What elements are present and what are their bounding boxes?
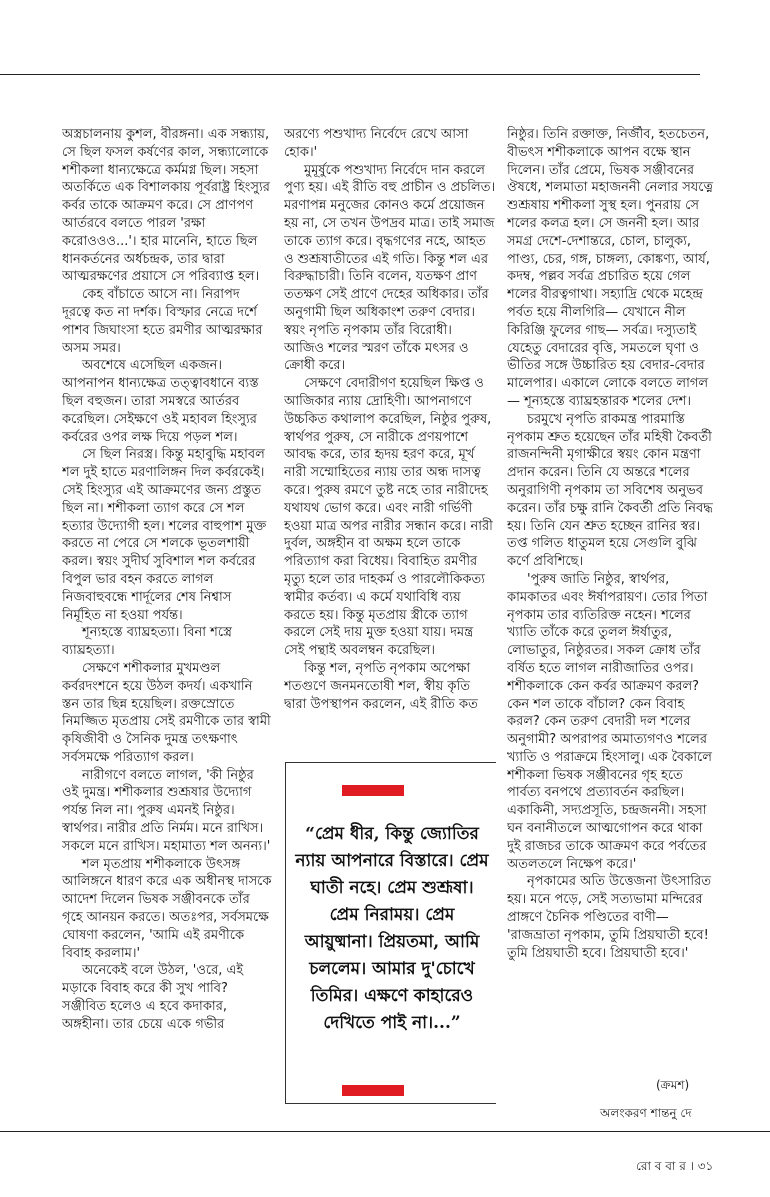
paragraph: শল মৃতপ্রায় শশীকলাকে উৎসঙ্গ আলিঙ্গনে ধারণ করে এক অধীনস্থ দাসকে আদেশ দিলেন ভিষক সঞ্জীবনকে তাঁর গৃহে আনয়ন করতে। অতঃপর, সর্বসমক্ষে ঘোষণা করলেন, 'আমি এই রমণীকে বিবাহ করলাম।' bbox=[62, 856, 272, 961]
paragraph: অস্ত্রচালনায় কুশল, বীরঙ্গনা। এক সন্ধ্যায়, সে ছিল ফসল কর্ষণের কাল, সন্ধ্যালোকে শশীকলা ধান্যক্ষেত্রে কর্মমগ্ন ছিল। সহসা অতর্কিতে এক বিশালকায় পূর্বরাষ্ট্র হিংস্যুর কর্বর তাকে আক্রমণ করে। সে প্রাণপণ আর্তরবে বলতে পারল 'রক্ষা করোওওও...'। হার মানেনি, হাতে ছিল ধানকর্তনের অর্ধচন্দ্রক, তার দ্বারা আত্মরক্ষণের প্রয়াসে সে পরিব্যাপ্ত হল। bbox=[62, 127, 270, 285]
continued-label: (ক্রমশ) bbox=[656, 1078, 690, 1092]
paragraph: সে ছিল নিরস্ত্র। কিন্তু মহাবুদ্ধি মহাবল শল দুই হাতে মরণালিঙ্গন দিল কর্বরকেই। সেই হিংস্যুর এই আক্রমণের জন্য প্রস্তুত ছিল না। শশীকলা ত্যাগ করে সে শল হত্যার উদ্যোগী হল। শলের বাহুপাশ মুক্ত করতে না পেরে সে শলকে ভূতলশায়ী করল। স্বয়ং সুদীর্ঘ সুবিশাল শল কর্বরের বিপুল ভার বহন করতে লাগল নিজবাহুবন্ধে শার্দূলের শেষ নিশ্বাস নির্মূহিত না হওয়া পর্যন্ত। bbox=[62, 447, 267, 623]
paragraph: নিষ্ঠুর। তিনি রক্তাক্ত, নির্জীব, হতচেতন, বীভৎস শশীকলাকে আপন বক্ষে স্থান দিলেন। তাঁর প্রেমে, ভিষক সঞ্জীবনের ঔষধে, শলমাতা মহাজননী নেলার সযত্নে শুশ্রূষায় শশীকলা সুস্থ হল। পুনরায় সে শলের কলত্র হল। সে জননী হল। আর সমগ্র দেশে-দেশান্তরে, চোল, চালুক্য, পাণ্ড্য, চের, গঙ্গ, চাঙ্গল্য, কোঙ্কণ্য, আর্য, কদম্ব, পল্লব সর্বত্র প্রচারিত হয়ে গেল শলের বীরত্বগাথা। সহ্যাদ্রি থেকে মহেন্দ্র পর্বত হয়ে নীলগিরি— যেখানে নীল কিরিঞ্জি ফুলের গাছ— সর্বত্র। দস্যুতাই যেহেতু বেদারের বৃত্তি, সমতলে ঘৃণা ও ভীতির সঙ্গে উচ্চারিত হয় বেদার-বেদার মালেপার। একালে লোকে বলতে লাগল— শূন্যহস্তে ব্যাঘ্রহন্তারক শলের দেশ। bbox=[507, 127, 714, 409]
paragraph: শূন্যহস্তে ব্যাঘ্রহত্যা। বিনা শস্ত্রে ব্যাঘ্রহত্যা। bbox=[62, 625, 232, 659]
paragraph: চরমুখে নৃপতি রাকমন্ত্র পারমাস্তি নৃপকাম শ্রুত হয়েছেন তাঁর মহিষী কৈবর্তী রাজনন্দিনী মৃগাক্ষীরে স্বয়ং কোন মন্ত্রণা প্রদান করেন। তিনি যে অন্তরে শলের অনুরাগিণী নৃপকাম তা সবিশেষ অনুভব করেন। তাঁর চক্ষু রানি কৈবর্তী প্রতি নিবদ্ধ হয়। তিনি যেন শ্রুত হচ্ছেন রানির স্বর। তপ্ত গলিত ধাতুমল হয়ে সেগুলি বুঝি কর্ণে প্রবিশিছে। bbox=[507, 411, 713, 570]
paragraph: মুমূর্ষুকে পশুখাদ্য নির্বেদে দান করলে পুণ্য হয়। এই রীতি বহু প্রাচীন ও প্রচলিত। মরণাপন্ন মনুজের কোনও কর্মে প্রয়োজন হয় না, সে তখন উপদ্রব মাত্র। তাই সমাজ তাকে ত্যাগ করে। বৃদ্ধগণের নহে, আহত ও শুশ্রূষাতীতের এই গতি। কিন্তু শল এর বিরুদ্ধাচারী। তিনি বলেন, যতক্ষণ প্রাণ ততক্ষণ সেই প্রাণে দেহের অধিকার। তাঁর অনুগামী ছিল অধিকাংশ তরুণ বেদার। স্বয়ং নৃপতি নৃপকাম তাঁর বিরোধী। আজিও শলের স্মরণ তাঁকে মৎসর ও ক্রোধী করে। bbox=[284, 162, 496, 374]
top-rule bbox=[0, 74, 700, 75]
pull-quote-text: “প্রেম ধীর, কিন্তু জ্যোতির ন্যায় আপনারে বিস্তারে। প্রেম ঘাতী নহে। প্রেম শুশ্রূষা। প্রেম নিরাময়। প্রেম আয়ুষ্মানা। প্রিয়তমা, আমি চললেম। আমার দু'চোখে তিমির। এক্ষণে কাহারেও দেখিতে পাই না।...” bbox=[295, 824, 489, 1033]
pull-quote-box bbox=[285, 762, 496, 1104]
text-column-3 bbox=[507, 126, 719, 1076]
bottom-rule bbox=[0, 1131, 770, 1132]
paragraph: অনেকেই বলে উঠল, 'ওরে, এই মড়াকে বিবাহ করে কী সুখ পাবি? সঞ্জীবিত হলেও এ হবে কদাকার, অঙ্গহীনা। তার চেয়ে একে গভীর bbox=[62, 963, 244, 1032]
paragraph: অবশেষে এসেছিল একজন। আপনাপন ধান্যক্ষেত্র তত্ত্বাবধানে ব্যস্ত ছিল বহুজন। তারা সমস্বরে আর্তরব করেছিল। সেইক্ষণে ওই মহাবল হিংস্যুর কর্বরের ওপর লক্ষ দিয়ে পড়ল শল। bbox=[62, 358, 259, 445]
paragraph: কিন্তু শল, নৃপতি নৃপকাম অপেক্ষা শতগুণে জনমনতোষী শল, স্বীয় কৃতি দ্বারা উপস্থাপন করলেন, এই রীতি কত bbox=[284, 660, 478, 712]
paragraph: নৃপকামের অতি উত্তেজনা উৎসারিত হয়। মনে পড়ে, সেই সত্যভামা মন্দিরের প্রাঙ্গণে চৈনিক পণ্ডিতের বাণী— 'রাজভ্রাতা নৃপকাম, তুমি প্রিয়ঘাতী হবে! তুমি প্রিয়ঘাতী হবে। প্রিয়ঘাতী হবে।' bbox=[507, 874, 712, 961]
pull-quote-bottom-bar bbox=[342, 1085, 404, 1096]
text-column-2 bbox=[284, 126, 496, 756]
illustration-credit: অলংকরণ শান্তনু দে bbox=[600, 1106, 692, 1120]
pull-quote-top-bar bbox=[342, 785, 404, 796]
page-footer: রো ব বা র । ৩১ bbox=[636, 1159, 714, 1173]
paragraph: অরণ্যে পশুখাদ্য নির্বেদে রেখে আসা হোক।' bbox=[284, 127, 469, 160]
paragraph: কেহ বাঁচাতে আসে না। নিরাপদ দূরত্বে কত না দর্শক। বিস্ফার নেত্রে দর্শে পাশব জিঘাংসা হতে রমণীর আত্মরক্ষার অসম সমর। bbox=[62, 287, 263, 356]
paragraph: 'পুরুষ জাতি নিষ্ঠুর, স্বার্থপর, কামকাতর এবং ঈর্ষাপরায়ণ। তোর পিতা নৃপকাম তার ব্যতিরিক্ত নহেন। শলের খ্যাতি তাঁকে করে তুলল ঈর্ষাতুর, লোভাতুর, নিষ্ঠুরতর। সকল ক্রোধ তাঁর বর্ষিত হতে লাগল নারীজাতির ওপর। শশীকলাকে কেন কর্বর আক্রমণ করল? কেন শল তাকে বাঁচাল? কেন বিবাহ করল? কেন তরুণ বেদারী দল শলের অনুগামী? অপরাপর অমাত্যগণও শলের খ্যাতি ও পরাক্রমে হিংসালু। এক বৈকালে শশীকলা ভিষক সঞ্জীবনের গৃহ হতে পার্বত্য বনপথে প্রত্যাবর্তন করছিল। একাকিনী, সদ্যপ্রসূতি, চন্দ্রজননী। সহসা ঘন বনানীতলে আত্মগোপন করে থাকা দুই রাজচর তাকে আক্রমণ করে পর্বতের অতলতলে নিক্ষেপ করে।' bbox=[507, 571, 712, 872]
text-column-1 bbox=[62, 126, 272, 1126]
paragraph: নারীগণে বলতে লাগল, 'কী নিষ্ঠুর ওই দুমন্ত্র। শশীকলার শুশ্রূষার উদ্যোগ পর্যন্ত নিল না। পুরুষ এমনই নিষ্ঠুর। স্বার্থপর। নারীর প্রতি নির্মম। মনে রাখিস। সকলে মনে রাখিস। মহামাত্য শল অনন্য।' bbox=[62, 767, 271, 854]
paragraph: সেক্ষণে শশীকলার মুখমণ্ডল কর্বরদংশনে হয়ে উঠল কদর্য। একখানি স্তন তার ছিন্ন হয়েছিল। রক্তস্রোতে নিমজ্জিত মৃতপ্রায় সেই রমণীকে তার স্বামী কৃষিজীবী ও সৈনিক দুমন্ত্র তৎক্ষণাৎ সর্বসমক্ষে পরিত্যাগ করল। bbox=[62, 660, 271, 765]
paragraph: সেক্ষণে বেদারীগণ হয়েছিল ক্ষিপ্ত ও আজিকার ন্যায় দ্রোহিণী। আপনাগণে উচ্চকিত কথালাপ করেছিল, নিষ্ঠুর পুরুষ, স্বার্থপর পুরুষ, সে নারীকে প্রণয়পাশে আবদ্ধ করে, তার হৃদয় হরণ করে, মূর্খ নারী সম্মোহিতের ন্যায় তার অন্ধ দাসত্ব করে। পুরুষ রমণে তুষ্ট নহে তার নারীদেহ যথাযথ ভোগ করে। এবং নারী গর্ভিণী হওয়া মাত্র অপর নারীর সন্ধান করে। নারী দুর্বল, অঙ্গহীন বা অক্ষম হলে তাকে পরিত্যাগ করা বিধেয়। বিবাহিত রমণীর মৃত্যু হলে তার দাহকর্ম ও পারলৌকিকত্য স্বামীর কর্তব্য। এ কর্মে যথাবিধি ব্যয় করতে হয়। কিন্তু মৃতপ্রায় স্ত্রীকে ত্যাগ করলে সেই দায় মুক্ত হওয়া যায়। দমন্ত্র সেই পন্থাই অবলম্বন করেছিল। bbox=[284, 376, 493, 659]
